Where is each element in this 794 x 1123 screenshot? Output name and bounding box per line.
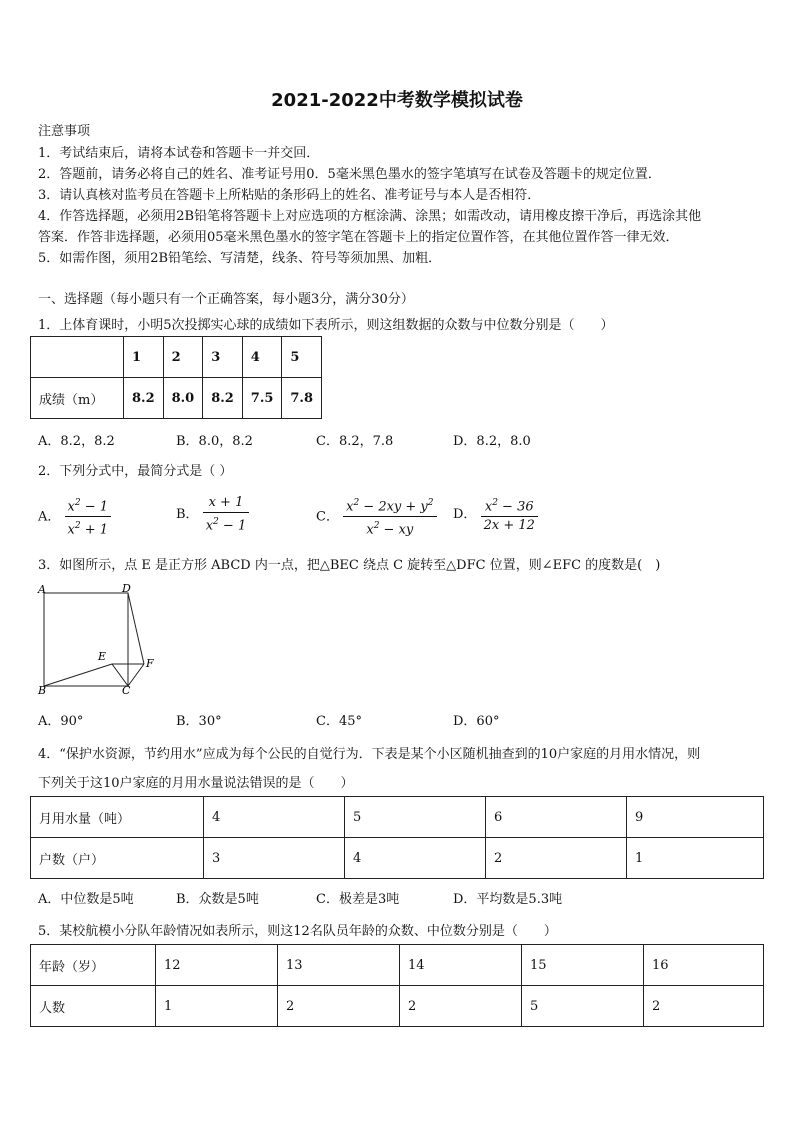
table-row (31, 945, 764, 986)
q4-option-b: B．众数是5吨 (176, 892, 259, 907)
q1-option-a: A．8.2，8.2 (38, 434, 115, 449)
table-cell: 12 (156, 945, 278, 986)
q4-option-d: D．平均数是5.3吨 (453, 892, 563, 907)
note-item: 5．如需作图，须用2B铅笔绘、写清楚，线条、符号等须加黑、加粗． (38, 251, 442, 266)
segment-fc (128, 664, 144, 686)
table-cell: 月用水量（吨） (31, 797, 204, 838)
note-item: 4．作答选择题，必须用2B铅笔将答题卡上对应选项的方框涂满、涂黑；如需改动，请用橡皮擦干净后，再选涂其他 (38, 209, 702, 224)
table-cell: 8.2 (203, 378, 243, 419)
table-cell: 5 (282, 337, 322, 378)
table-row (31, 986, 764, 1027)
table-cell: 2 (644, 986, 764, 1027)
q4-option-c: C．极差是3吨 (316, 892, 400, 907)
option-label: B． (176, 507, 199, 523)
table-cell: 5 (522, 986, 644, 1027)
q1-option-b: B．8.0，8.2 (176, 434, 253, 449)
q2-option-a (38, 494, 111, 540)
section-heading: 一、选择题（每小题只有一个正确答案，每小题3分，满分30分） (38, 292, 414, 307)
label-b: B (38, 684, 47, 697)
segment-be (44, 664, 112, 686)
table-cell: 2 (163, 337, 203, 378)
table-cell: 7.8 (282, 378, 322, 419)
q4-option-a: A．中位数是5吨 (38, 892, 134, 907)
table-cell: 8.2 (124, 378, 164, 419)
table-cell: 2 (400, 986, 522, 1027)
label-c: C (122, 684, 131, 697)
page-title: 2021-2022中考数学模拟试卷 (271, 90, 523, 111)
table-cell: 1 (124, 337, 164, 378)
table-row (31, 797, 764, 838)
q3-option-b: B．30° (176, 714, 222, 729)
table-row (31, 378, 322, 419)
table-cell: 成绩（m） (31, 378, 124, 419)
label-d: D (122, 582, 131, 595)
q3-option-a: A．90° (38, 714, 84, 729)
table-cell: 2 (278, 986, 400, 1027)
table-cell: 14 (400, 945, 522, 986)
fraction: $\frac{x + 1}{x^2 - 1}$ (203, 494, 250, 535)
table-cell: 1 (627, 838, 764, 879)
note-item: 答案．作答非选择题，必须用05毫米黑色墨水的签字笔在答题卡上的指定位置作答，在其他位置作答一律无效． (38, 230, 679, 245)
q3-option-d: D．60° (453, 714, 500, 729)
q2-option-d (453, 494, 538, 535)
note-item: 3．请认真核对监考员在答题卡上所粘贴的条形码上的姓名、准考证号与本人是否相符． (38, 188, 541, 203)
q1-table (30, 336, 322, 419)
question-1-text: 1．上体育课时，小明5次投掷实心球的成绩如下表所示，则这组数据的众数与中位数分别是（ ） (38, 318, 614, 333)
table-cell: 6 (486, 797, 627, 838)
table-cell: 户数（户） (31, 838, 204, 879)
q1-option-d: D．8.2，8.0 (453, 434, 531, 449)
table-cell: 4 (345, 838, 486, 879)
q3-square-figure (30, 580, 170, 700)
q3-option-c: C．45° (316, 714, 362, 729)
table-cell: 8.0 (163, 378, 203, 419)
q5-table (30, 944, 764, 1027)
table-cell: 4 (204, 797, 345, 838)
q2-option-b (176, 494, 249, 535)
segment-df (128, 593, 144, 664)
label-a: A (38, 583, 46, 596)
table-cell: 15 (522, 945, 644, 986)
table-cell: 13 (278, 945, 400, 986)
table-cell: 7.5 (242, 378, 282, 419)
question-4-text-cont: 下列关于这10户家庭的月用水量说法错误的是（ ） (38, 776, 354, 791)
note-item: 1．考试结束后，请将本试卷和答题卡一并交回． (38, 146, 320, 161)
table-cell: 年龄（岁） (31, 945, 156, 986)
table-cell: 1 (156, 986, 278, 1027)
table-cell: 9 (627, 797, 764, 838)
label-f: F (146, 657, 154, 670)
table-cell: 16 (644, 945, 764, 986)
question-4-text: 4．“保护水资源，节约用水”应成为每个公民的自觉行为．下表是某个小区随机抽查到的10户家庭的月用水情况，则 (38, 747, 701, 762)
question-5-text: 5．某校航模小分队年龄情况如表所示，则这12名队员年龄的众数、中位数分别是（ ） (38, 924, 557, 939)
fraction: $\frac{x^2 - 36}{2x + 12}$ (481, 494, 538, 535)
question-2-text: 2．下列分式中，最简分式是（ ） (38, 464, 233, 479)
question-3-text: 3．如图所示，点 E 是正方形 ABCD 内一点，把△BEC 绕点 C 旋转至△DFC 位置，则∠EFC 的度数是( ) (38, 558, 661, 573)
note-item: 2．答题前，请务必将自己的姓名、准考证号用0．5毫米黑色墨水的签字笔填写在试卷及答题卡的规定位置． (38, 167, 661, 182)
option-label: D． (453, 507, 477, 523)
label-e: E (98, 650, 107, 663)
table-cell: 人数 (31, 986, 156, 1027)
q2-option-c (316, 494, 437, 540)
notes-heading: 注意事项 (38, 124, 91, 139)
table-cell: 2 (486, 838, 627, 879)
fraction: $\frac{x^2 - 2xy + y^2}{x^2 - xy}$ (343, 494, 436, 540)
fraction: $\frac{x^2 - 1}{x^2 + 1}$ (65, 494, 112, 540)
table-row (31, 838, 764, 879)
option-label: C． (316, 509, 339, 525)
q4-table (30, 796, 764, 879)
table-cell: 3 (204, 838, 345, 879)
table-row (31, 337, 322, 378)
q1-option-c: C．8.2，7.8 (316, 434, 394, 449)
table-cell: 4 (242, 337, 282, 378)
option-label: A． (38, 509, 61, 525)
table-cell (31, 337, 124, 378)
table-cell: 5 (345, 797, 486, 838)
segment-ec (112, 664, 128, 686)
table-cell: 3 (203, 337, 243, 378)
